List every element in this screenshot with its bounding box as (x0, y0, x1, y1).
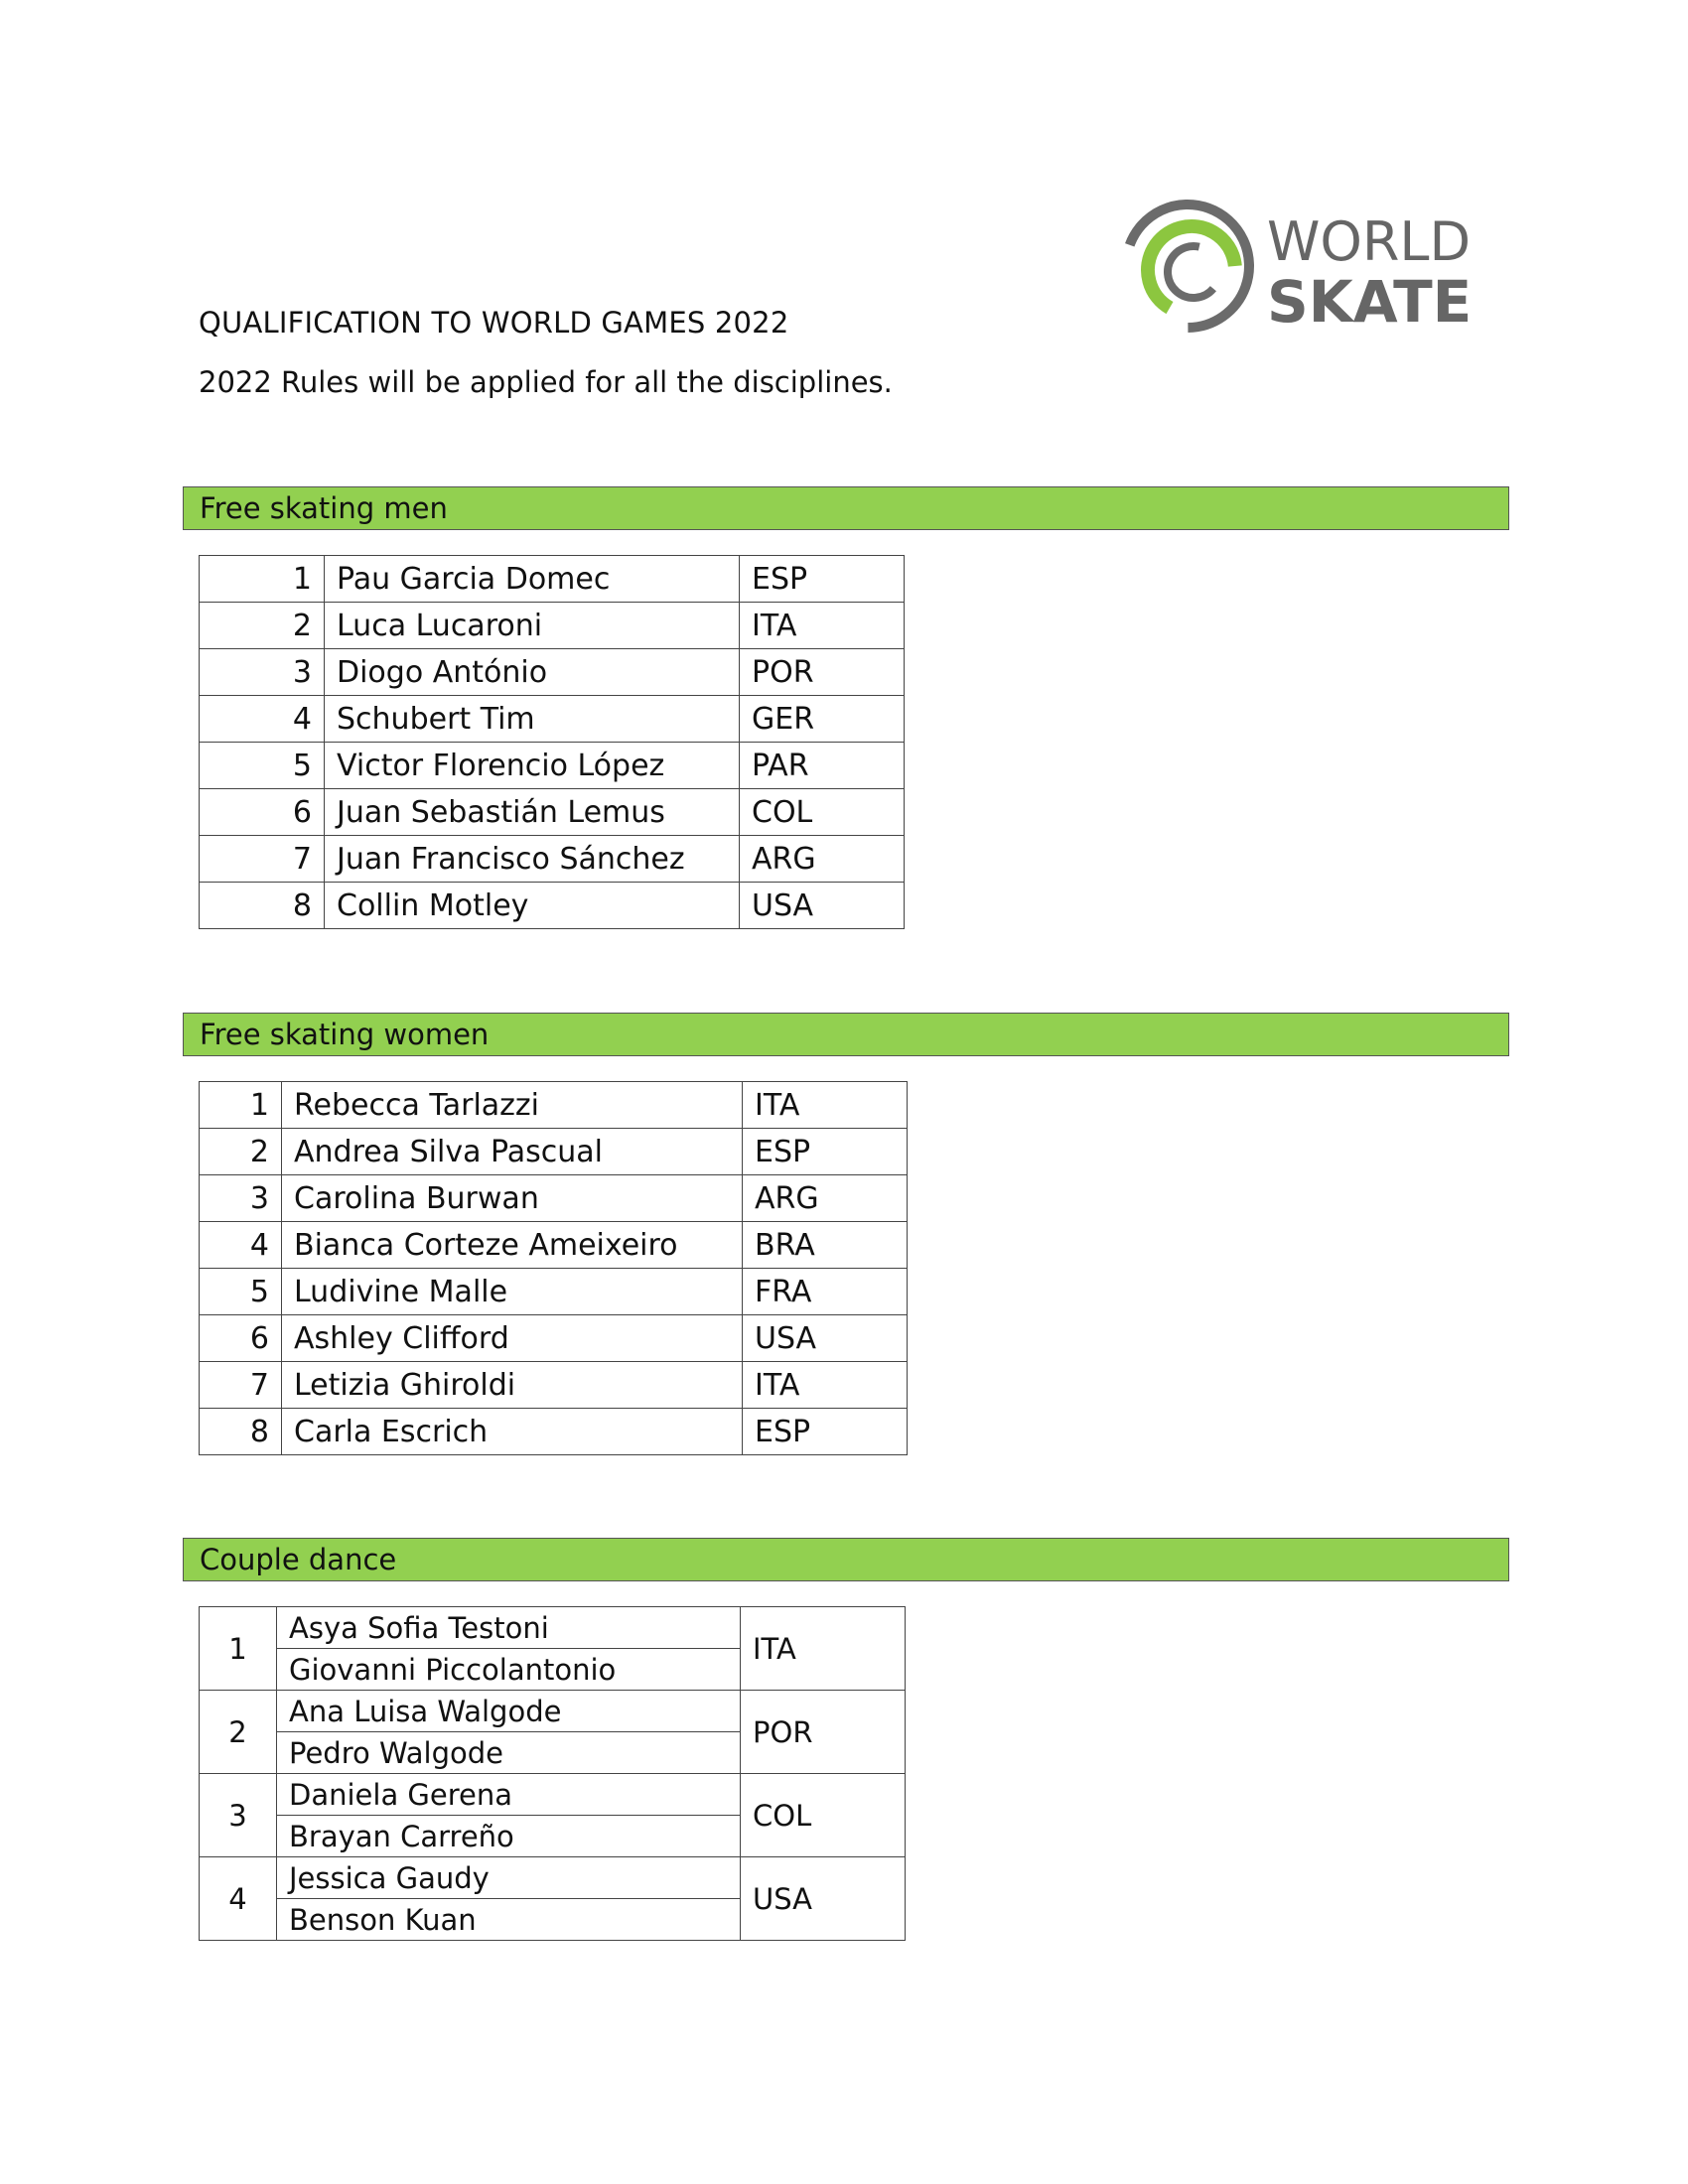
athlete-name-cell: Juan Francisco Sánchez (325, 836, 740, 883)
table-row (200, 1691, 906, 1732)
athlete-name-cell: Carolina Burwan (282, 1175, 743, 1222)
rank-cell: 2 (200, 1691, 277, 1774)
country-cell: ITA (740, 603, 905, 649)
athlete-name-cell: Rebecca Tarlazzi (282, 1082, 743, 1129)
country-cell: ESP (743, 1129, 908, 1175)
country-cell: GER (740, 696, 905, 743)
partner-name-cell: Asya Sofia Testoni (277, 1607, 741, 1649)
country-cell: POR (741, 1691, 906, 1774)
table-row (200, 836, 905, 883)
world-skate-logo (1110, 195, 1497, 343)
rank-cell: 6 (200, 789, 325, 836)
rank-cell: 4 (200, 1222, 282, 1269)
athlete-name-cell: Luca Lucaroni (325, 603, 740, 649)
rank-cell: 7 (200, 836, 325, 883)
athlete-name-cell: Juan Sebastián Lemus (325, 789, 740, 836)
partner-name-cell: Giovanni Piccolantonio (277, 1649, 741, 1691)
table-row (200, 1222, 908, 1269)
table-row (200, 1857, 906, 1899)
athlete-name-cell: Diogo António (325, 649, 740, 696)
section-heading-free-skating-women: Free skating women (183, 1013, 1509, 1056)
rank-cell: 3 (200, 649, 325, 696)
country-cell: ARG (740, 836, 905, 883)
rank-cell: 5 (200, 743, 325, 789)
table-row (200, 789, 905, 836)
rank-cell: 1 (200, 1607, 277, 1691)
athlete-name-cell: Ashley Clifford (282, 1315, 743, 1362)
country-cell: ESP (743, 1409, 908, 1455)
rank-cell: 8 (200, 883, 325, 929)
athlete-name-cell: Collin Motley (325, 883, 740, 929)
rank-cell: 1 (200, 556, 325, 603)
country-cell: USA (743, 1315, 908, 1362)
rank-cell: 5 (200, 1269, 282, 1315)
partner-name-cell: Benson Kuan (277, 1899, 741, 1941)
country-cell: COL (740, 789, 905, 836)
section-heading-free-skating-men: Free skating men (183, 486, 1509, 530)
section-heading-couple-dance: Couple dance (183, 1538, 1509, 1581)
couple-dance-table (199, 1606, 906, 1941)
athlete-name-cell: Ludivine Malle (282, 1269, 743, 1315)
athlete-name-cell: Letizia Ghiroldi (282, 1362, 743, 1409)
partner-name-cell: Daniela Gerena (277, 1774, 741, 1816)
rank-cell: 2 (200, 603, 325, 649)
country-cell: ITA (743, 1082, 908, 1129)
country-cell: USA (741, 1857, 906, 1941)
rank-cell: 7 (200, 1362, 282, 1409)
table-row (200, 649, 905, 696)
table-row (200, 556, 905, 603)
athlete-name-cell: Schubert Tim (325, 696, 740, 743)
partner-name-cell: Brayan Carreño (277, 1816, 741, 1857)
rank-cell: 4 (200, 1857, 277, 1941)
table-row (200, 603, 905, 649)
athlete-name-cell: Bianca Corteze Ameixeiro (282, 1222, 743, 1269)
rank-cell: 1 (200, 1082, 282, 1129)
free-skating-women-table (199, 1081, 908, 1455)
country-cell: POR (740, 649, 905, 696)
athlete-name-cell: Andrea Silva Pascual (282, 1129, 743, 1175)
country-cell: COL (741, 1774, 906, 1857)
table-row (200, 696, 905, 743)
partner-name-cell: Ana Luisa Walgode (277, 1691, 741, 1732)
rank-cell: 3 (200, 1175, 282, 1222)
country-cell: USA (740, 883, 905, 929)
page-title: QUALIFICATION TO WORLD GAMES 2022 (199, 306, 789, 340)
country-cell: FRA (743, 1269, 908, 1315)
partner-name-cell: Jessica Gaudy (277, 1857, 741, 1899)
country-cell: ESP (740, 556, 905, 603)
athlete-name-cell: Pau Garcia Domec (325, 556, 740, 603)
free-skating-men-table (199, 555, 905, 929)
rank-cell: 6 (200, 1315, 282, 1362)
country-cell: PAR (740, 743, 905, 789)
rank-cell: 2 (200, 1129, 282, 1175)
table-row (200, 1774, 906, 1816)
table-row (200, 743, 905, 789)
athlete-name-cell: Victor Florencio López (325, 743, 740, 789)
country-cell: ITA (741, 1607, 906, 1691)
athlete-name-cell: Carla Escrich (282, 1409, 743, 1455)
rank-cell: 8 (200, 1409, 282, 1455)
partner-name-cell: Pedro Walgode (277, 1732, 741, 1774)
table-row (200, 883, 905, 929)
table-row (200, 1175, 908, 1222)
country-cell: BRA (743, 1222, 908, 1269)
country-cell: ITA (743, 1362, 908, 1409)
svg-text:SKATE: SKATE (1267, 268, 1473, 336)
rules-note: 2022 Rules will be applied for all the disciplines. (199, 365, 893, 399)
table-row (200, 1082, 908, 1129)
svg-text:WORLD: WORLD (1267, 210, 1472, 273)
table-row (200, 1129, 908, 1175)
table-row (200, 1607, 906, 1649)
table-row (200, 1409, 908, 1455)
table-row (200, 1362, 908, 1409)
table-row (200, 1315, 908, 1362)
country-cell: ARG (743, 1175, 908, 1222)
rank-cell: 4 (200, 696, 325, 743)
table-row (200, 1269, 908, 1315)
rank-cell: 3 (200, 1774, 277, 1857)
